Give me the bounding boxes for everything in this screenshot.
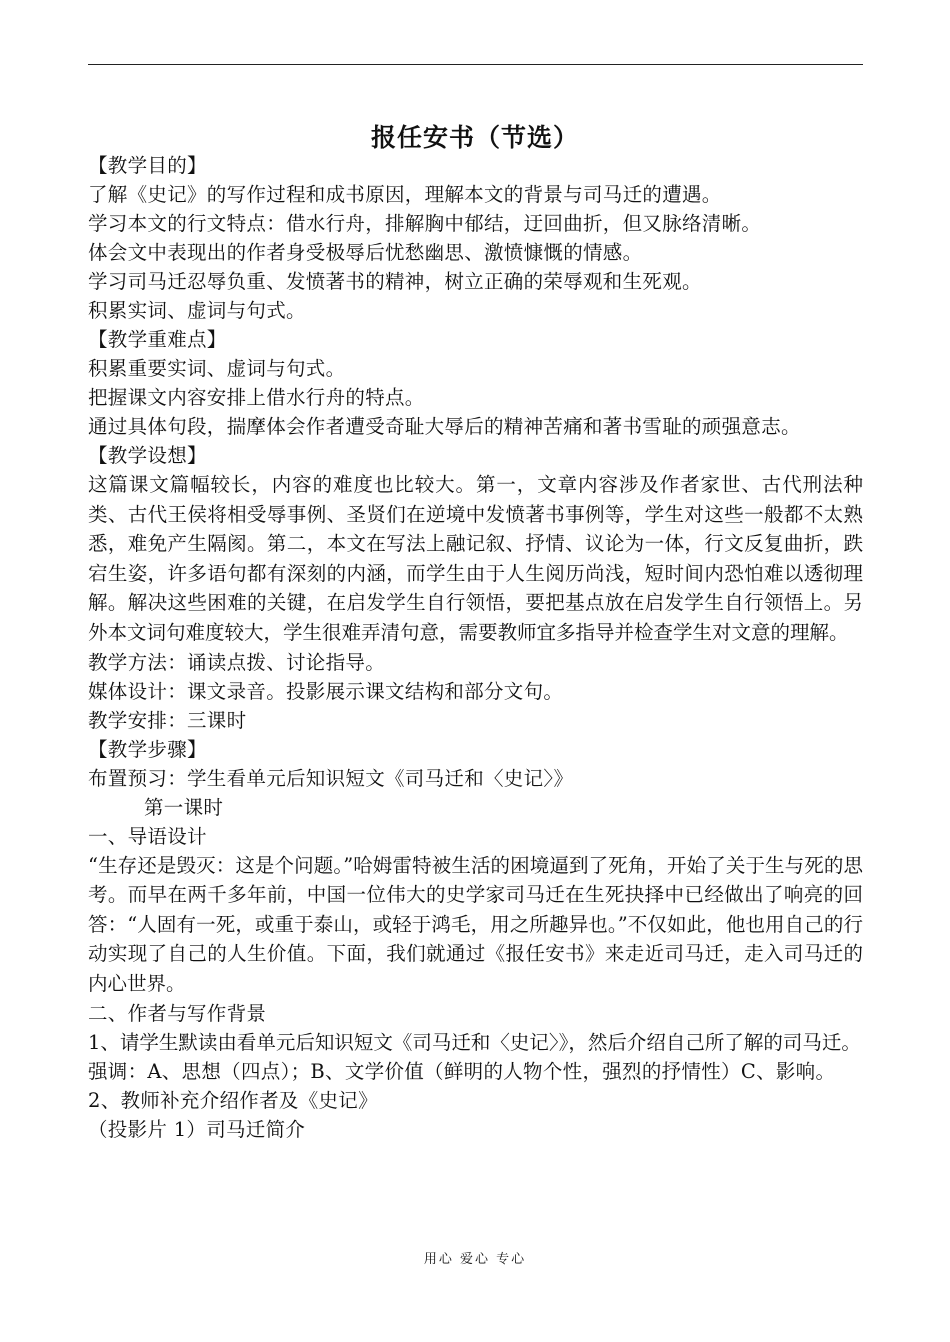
preview-line: 布置预习：学生看单元后知识短文《司马迁和〈史记〉》 [88,766,574,790]
lesson-heading: 第一课时 [144,795,224,819]
emphasis-line: 强调：A、思想（四点）；B、文学价值（鲜明的人物个性，强烈的抒情性）C、影响。 [88,1060,836,1084]
schedule-line: 教学安排：三课时 [88,708,247,732]
key-point-line: 通过具体句段，揣摩体会作者遭受奇耻大辱后的精神苦痛和著书雪耻的顽强意志。 [88,415,801,438]
goal-line: 学习司马迁忍辱负重、发愤著书的精神，树立正确的荣辱观和生死观。 [88,270,702,293]
slide-line: （投影片 1）司马迁简介 [88,1118,306,1142]
section-heading: 二、作者与写作背景 [88,1001,267,1025]
supplement-line: 2、教师补充介绍作者及《史记》 [88,1089,378,1113]
header-rule [88,64,863,65]
key-point-line: 积累重要实词、虚词与句式。 [88,357,346,380]
page-footer: 用心 爱心 专心 [423,1252,527,1267]
page-title: 报任安书（节选） [370,123,579,152]
reading-task-paragraph: 1、请学生默读由看单元后知识短文《司马迁和〈史记〉》，然后介绍自己所了解的司马迁。 [88,1030,861,1054]
key-point-line: 把握课文内容安排上借水行舟的特点。 [88,386,425,409]
section-heading: 一、导语设计 [88,824,207,848]
media-line: 媒体设计：课文录音。投影展示课文结构和部分文句。 [88,679,564,703]
heading-teaching-steps: 【教学步骤】 [88,737,207,761]
goal-line: 学习本文的行文特点：借水行舟，排解胸中郁结，迂回曲折，但又脉络清晰。 [88,212,762,235]
goal-line: 积累实词、虚词与句式。 [88,299,306,322]
method-line: 教学方法：诵读点拨、讨论指导。 [88,650,386,674]
heading-teaching-goals: 【教学目的】 [88,154,207,177]
document-body [88,151,863,1144]
intro-paragraph: “生存还是毁灭：这是个问题。”哈姆雷特被生活的困境逼到了死角，开始了关于生与死的思考。而早在两千多年前，中国一位伟大的史学家司马迁在生死抉择中已经做出了响亮的回答：“人固有一死，或重于泰山，或轻于鸿毛，用之所趣异也。”不仅如此，他也用自己的行动实现了自己的人生价值。下面，我们就通过《报任安书》来走近司马迁，走入司马迁的内心世界。 [88,853,863,995]
goal-line: 了解《史记》的写作过程和成书原因，理解本文的背景与司马迁的遭遇。 [88,183,722,206]
heading-key-points: 【教学重难点】 [88,328,227,351]
goal-line: 体会文中表现出的作者身受极辱后忧愁幽思、激愤慷慨的情感。 [88,241,643,264]
heading-teaching-plan: 【教学设想】 [88,444,207,467]
teaching-plan-paragraph: 这篇课文篇幅较长，内容的难度也比较大。第一，文章内容涉及作者家世、古代刑法种类、古代王侯将相受辱事例、圣贤们在逆境中发愤著书事例等，学生对这些一般都不太熟悉，难免产生隔阂。第二，本文在写法上融记叙、抒情、议论为一体，行文反复曲折，跌宕生姿，许多语句都有深刻的内涵，而学生由于人生阅历尚浅，短时间内恐怕难以透彻理解。解决这些困难的关键，在启发学生自行领悟，要把基点放在启发学生自行领悟上。另外本文词句难度较大，学生很难弄清句意，需要教师宜多指导并检查学生对文意的理解。 [88,473,863,644]
